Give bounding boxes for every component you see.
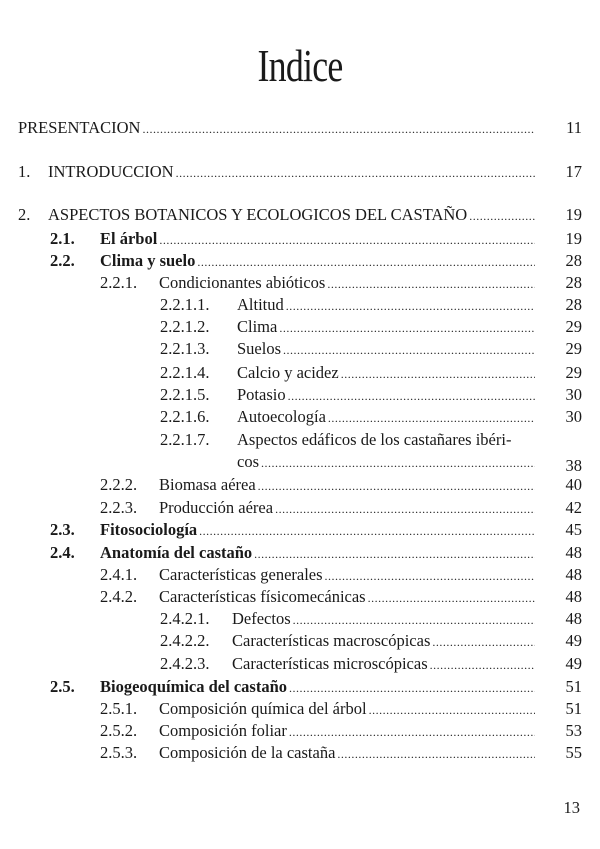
- toc-entry-fisicomecanicas[interactable]: [0, 586, 600, 608]
- toc-entry-label: Condicionantes abióticos: [159, 273, 326, 292]
- toc-entry-biogeoquimica[interactable]: [0, 676, 600, 698]
- toc-entry-introduccion[interactable]: [0, 161, 600, 183]
- toc-entry-page: 48: [565, 609, 582, 628]
- toc-entry-page: 28: [565, 251, 582, 270]
- toc-entry-number: 2.4.2.3.: [160, 654, 210, 673]
- toc-entry-number: 2.2.1.: [100, 273, 138, 292]
- toc-entry-label: Aspectos edáficos de los castañares ibéri-: [237, 430, 512, 449]
- toc-entry-number: 2.2.1.5.: [160, 385, 210, 404]
- toc-entry-condicionantes[interactable]: [0, 272, 600, 294]
- leader-dots: [341, 362, 535, 385]
- toc-entry-label: El árbol: [100, 229, 158, 248]
- toc-entry-label: Anatomía del castaño: [100, 543, 253, 562]
- toc-entry-label-cont: cos: [237, 452, 259, 471]
- toc-entry-number: 2.4.1.: [100, 565, 138, 584]
- toc-entry-label: Producción aérea: [159, 498, 274, 517]
- toc-entry-number: 2.4.2.1.: [160, 609, 210, 628]
- toc-entry-page: 53: [565, 721, 582, 740]
- toc-entry-number: 2.2.1.2.: [160, 317, 210, 336]
- toc-entry-macroscopicas[interactable]: [0, 630, 600, 652]
- toc-entry-page: 28: [565, 295, 582, 314]
- toc-entry-page: 19: [565, 205, 582, 224]
- toc-entry-number: 2.2.2.: [100, 475, 138, 494]
- toc-entry-page: 51: [565, 699, 582, 718]
- toc-entry-number: 2.5.1.: [100, 699, 138, 718]
- leader-dots: [286, 294, 535, 317]
- leader-dots: [469, 204, 535, 227]
- toc-entry-anatomia[interactable]: [0, 542, 600, 564]
- page-number: 13: [563, 798, 580, 817]
- toc-entry-label: Altitud: [237, 295, 284, 314]
- toc-entry-label: PRESENTACION: [18, 118, 141, 137]
- toc-entry-page: 45: [565, 520, 582, 539]
- leader-dots: [337, 742, 535, 765]
- toc-entry-label: Composición química del árbol: [159, 699, 367, 718]
- toc-entry-label: Características macroscópicas: [232, 631, 431, 650]
- toc-entry-page: 29: [565, 317, 582, 336]
- leader-dots: [327, 272, 535, 295]
- leader-dots: [258, 474, 535, 497]
- leader-dots: [289, 676, 535, 699]
- leader-dots: [275, 497, 535, 520]
- toc-entry-aspectos-edaficos[interactable]: [0, 429, 600, 451]
- toc-entry-aspectos-edaficos-cont[interactable]: [0, 451, 600, 473]
- toc-entry-page: 49: [565, 631, 582, 650]
- toc-entry-label: Biogeoquímica del castaño: [100, 677, 288, 696]
- toc-entry-number: 2.2.: [50, 251, 75, 270]
- toc-entry-composicion-foliar[interactable]: [0, 720, 600, 742]
- leader-dots: [254, 542, 535, 565]
- toc-entry-number: 2.2.1.3.: [160, 339, 210, 358]
- toc-entry-potasio[interactable]: [0, 384, 600, 406]
- toc-entry-number: 1.: [18, 162, 31, 181]
- toc-entry-label: Autoecología: [237, 407, 326, 426]
- toc-entry-number: 2.5.: [50, 677, 75, 696]
- toc-entry-label: Características microscópicas: [232, 654, 428, 673]
- toc-entry-arbol[interactable]: [0, 228, 600, 250]
- leader-dots: [289, 720, 535, 743]
- toc-entry-page: 55: [565, 743, 582, 762]
- toc-entry-number: 2.3.: [50, 520, 75, 539]
- toc-entry-clima-suelo[interactable]: [0, 250, 600, 272]
- leader-dots: [368, 586, 535, 609]
- toc-entry-label: Suelos: [237, 339, 282, 358]
- toc-entry-label: Características generales: [159, 565, 323, 584]
- toc-entry-number: 2.5.2.: [100, 721, 138, 740]
- toc-entry-page: 17: [565, 162, 582, 181]
- toc-entry-label: Calcio y acidez: [237, 363, 339, 382]
- toc-entry-page: 11: [566, 118, 582, 137]
- toc-entry-fitosociologia[interactable]: [0, 519, 600, 541]
- toc-entry-label: Clima y suelo: [100, 251, 196, 270]
- toc-entry-page: 38: [565, 456, 582, 475]
- toc-entry-presentacion[interactable]: [0, 117, 600, 139]
- toc-entry-page: 29: [565, 339, 582, 358]
- toc-entry-page: 51: [565, 677, 582, 696]
- toc-entry-composicion-quimica[interactable]: [0, 698, 600, 720]
- leader-dots: [293, 608, 535, 631]
- leader-dots: [432, 630, 535, 653]
- toc-entry-label: Defectos: [232, 609, 291, 628]
- leader-dots: [261, 451, 535, 474]
- toc-entry-defectos[interactable]: [0, 608, 600, 630]
- leader-dots: [197, 250, 535, 273]
- toc-entry-number: 2.1.: [50, 229, 75, 248]
- leader-dots: [288, 384, 535, 407]
- toc-entry-microscopicas[interactable]: [0, 653, 600, 675]
- toc-entry-label: Composición de la castaña: [159, 743, 336, 762]
- leader-dots: [142, 117, 535, 140]
- toc-entry-produccion[interactable]: [0, 497, 600, 519]
- leader-dots: [430, 653, 535, 676]
- toc-entry-number: 2.2.3.: [100, 498, 138, 517]
- toc-entry-page: 48: [565, 543, 582, 562]
- toc-entry-label: Composición foliar: [159, 721, 287, 740]
- toc-entry-label: Fitosociología: [100, 520, 198, 539]
- toc-entry-number: 2.5.3.: [100, 743, 138, 762]
- leader-dots: [199, 519, 535, 542]
- toc-entry-number: 2.4.2.: [100, 587, 138, 606]
- toc-entry-number: 2.4.2.2.: [160, 631, 210, 650]
- toc-entry-caracteristicas-generales[interactable]: [0, 564, 600, 586]
- leader-dots: [369, 698, 535, 721]
- toc-entry-page: 42: [565, 498, 582, 517]
- toc-entry-label: Características físicomecánicas: [159, 587, 366, 606]
- toc-entry-aspectos[interactable]: [0, 204, 600, 226]
- toc-entry-page: 19: [565, 229, 582, 248]
- toc-entry-page: 48: [565, 587, 582, 606]
- toc-entry-number: 2.2.1.4.: [160, 363, 210, 382]
- toc-entry-page: 40: [565, 475, 582, 494]
- toc-entry-number: 2.2.1.1.: [160, 295, 210, 314]
- leader-dots: [325, 564, 535, 587]
- toc-entry-composicion-castana[interactable]: [0, 742, 600, 764]
- leader-dots: [159, 228, 535, 251]
- toc-entry-number: 2.2.1.6.: [160, 407, 210, 426]
- toc-entry-clima[interactable]: [0, 316, 600, 338]
- toc-entry-label: Potasio: [237, 385, 286, 404]
- leader-dots: [283, 338, 535, 361]
- toc-entry-label: Biomasa aérea: [159, 475, 256, 494]
- toc-entry-label: Clima: [237, 317, 278, 336]
- toc-entry-calcio-acidez[interactable]: [0, 362, 600, 384]
- toc-entry-biomasa[interactable]: [0, 474, 600, 496]
- toc-entry-number: 2.4.: [50, 543, 75, 562]
- toc-entry-label: INTRODUCCION: [48, 162, 174, 181]
- toc-entry-label: ASPECTOS BOTANICOS Y ECOLOGICOS DEL CASTAÑO: [48, 205, 468, 224]
- toc-entry-page: 48: [565, 565, 582, 584]
- toc-entry-autoecologia[interactable]: [0, 406, 600, 428]
- toc-entry-page: 30: [565, 385, 582, 404]
- toc-entry-suelos[interactable]: [0, 338, 600, 360]
- toc-entry-number: 2.2.1.7.: [160, 430, 210, 449]
- toc-entry-number: 2.: [18, 205, 31, 224]
- toc-entry-page: 28: [565, 273, 582, 292]
- leader-dots: [176, 161, 535, 184]
- leader-dots: [328, 406, 535, 429]
- toc-entry-altitud[interactable]: [0, 294, 600, 316]
- leader-dots: [279, 316, 535, 339]
- toc-entry-page: 29: [565, 363, 582, 382]
- toc-entry-page: 30: [565, 407, 582, 426]
- toc-entry-page: 49: [565, 654, 582, 673]
- page-title: Indice: [257, 40, 343, 91]
